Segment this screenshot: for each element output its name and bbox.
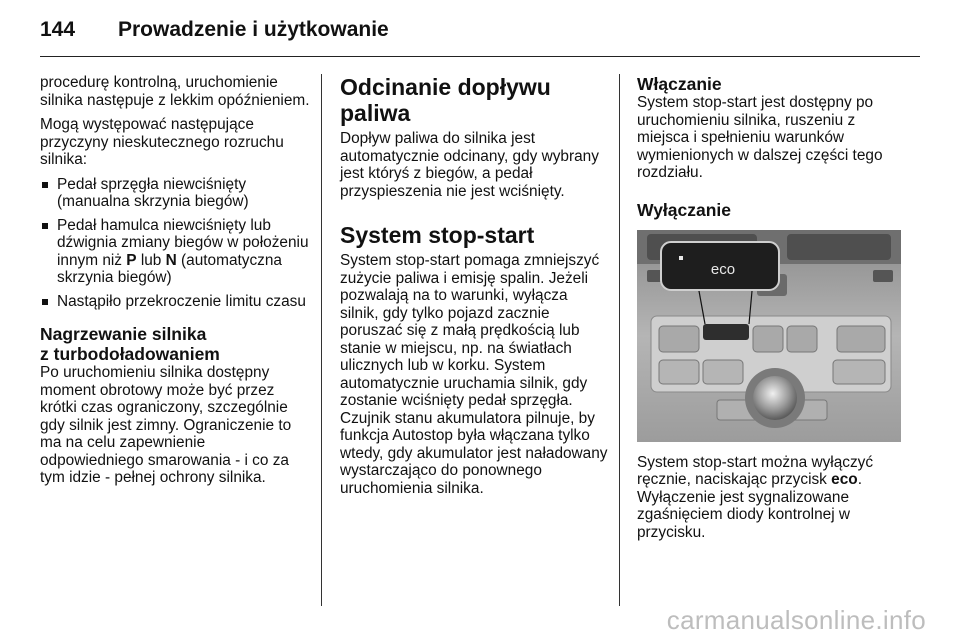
list-item-text: Nastąpiło przekroczenie limitu czasu [57,292,306,310]
turbo-heading-line-2: z turbodoładowaniem [40,344,220,364]
list-item [40,176,310,211]
bullet-icon [42,182,48,188]
bullet-icon [42,223,48,229]
enable-paragraph: System stop-start jest dostępny po uruchomieniu silnika, ruszeniu z miejsca i spełnieniu warunków wymienionych w dalszej części tego rozdziału. [637,94,883,181]
watermark: carmanualsonline.info [666,605,926,635]
stop-start-paragraph: System stop-start pomaga zmniejszyć zużycie paliwa i emisję spalin. Jeżeli pozwalają na to warunki, wyłącza silnik, gdy tylko pojazd zacznie poruszać się z małą prędkością lub stanie w miejscu, np. na światłach ulicznych lub w korku. System automatycznie uruchamia silnik, gdy zostanie wciśnięty pedał sprzęgła. Czujnik stanu akumulatora pilnuje, by funkcja Autostop była włączana tylko wtedy, gdy akumulator jest naładowany wystarczająco do ponownego uruchomienia silnika. [340,252,608,497]
fuel-cutoff-paragraph: Dopływ paliwa do silnika jest automatycznie odcinany, gdy wybrany jest któryś z biegów, a pedał przyspieszenia nie jest wciśnięty. [340,130,599,200]
bullet-icon [42,299,48,305]
conditions-list [40,176,310,311]
stop-start-heading: System stop-start [340,222,535,248]
turbo-heading [40,324,310,364]
page-title: Prowadzenie i użytkowanie [118,18,389,41]
gear-n-label: N [165,251,177,269]
conditions-intro: Mogą występować następujące przyczyny nieskutecznego rozruchu silnika: [40,116,284,168]
page-number: 144 [40,18,76,41]
disable-text-start: System stop-start można wyłączyć ręcznie, naciskając przycisk [637,453,874,488]
page-header [40,6,920,52]
fuel-cutoff-heading: Odcinanie dopływu paliwa [340,74,551,126]
list-item-text: Pedał sprzęgła niewciśnięty (manualna skrzynia biegów) [57,175,249,210]
disable-text-end: . Wyłączenie jest sygnalizowane zgaśnięciem diody kontrolnej w przycisku. [637,471,862,541]
header-rule [40,56,920,57]
column-divider [321,74,322,606]
list-item [40,217,310,287]
intro-paragraph: procedurę kontrolną, uruchomienie silnika następuje z lekkim opóźnieniem. [40,74,310,109]
photo-eco-label: eco [710,260,736,278]
enable-heading: Włączanie [637,74,722,94]
eco-button-name: eco [831,471,858,488]
disable-paragraph [637,454,905,542]
column-middle [340,74,608,504]
turbo-paragraph: Po uruchomieniu silnika dostępny moment obrotowy może być przez krótki czas ograniczony, szczególnie gdy silnik jest zimny. Ograniczenie to ma na celu zapewnienie odpowiedniego smarowania - i co za tym idzie - pełnej ochrony silnika. [40,364,292,486]
eco-button-photo [637,230,901,442]
column-left [40,74,310,494]
list-item-text: Pedał hamulca niewciśnięty lub dźwignia zmiany biegów w położeniu innym niż [57,216,309,269]
disable-heading: Wyłączanie [637,199,732,220]
column-right [637,74,905,548]
list-item-text: lub [136,251,166,269]
column-divider [619,74,620,606]
list-item-text: (automatyczna skrzynia biegów) [57,251,282,286]
list-item [40,293,310,311]
turbo-heading-line-1: Nagrzewanie silnika [40,324,207,344]
gear-p-label: P [126,251,137,269]
